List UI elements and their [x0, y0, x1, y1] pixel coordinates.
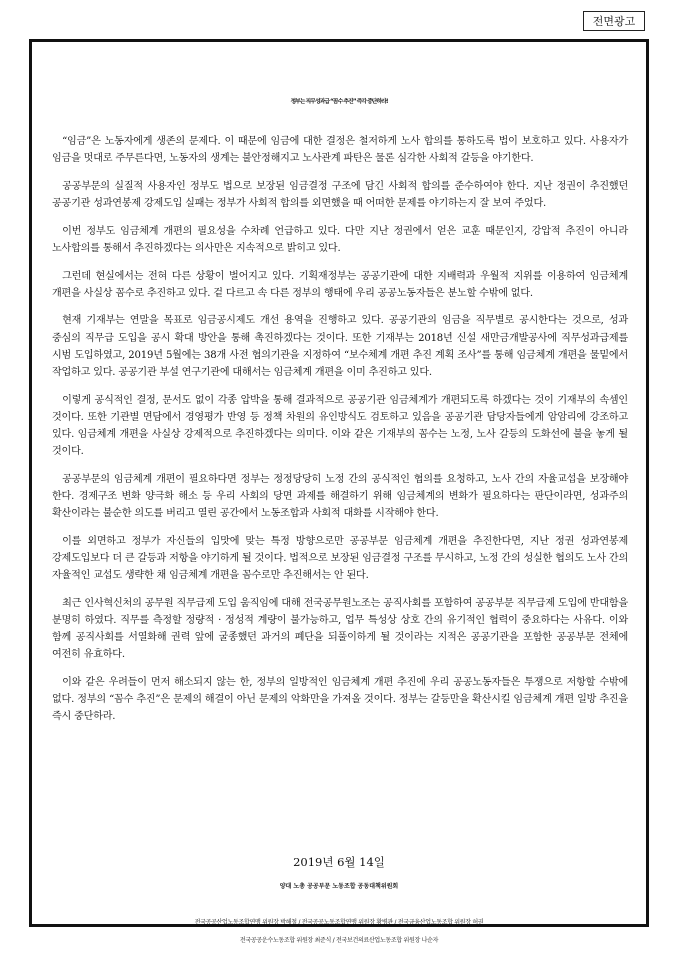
signatories-line-2: 전국공공운수노동조합 위원장 최준식 / 전국보건의료산업노동조합 위원장 나순자 [239, 937, 439, 944]
paragraph-7: 공공부문의 임금체계 개편이 필요하다면 정부는 정정당당히 노정 간의 공식적인 협의를 요청하고, 노사 간의 자율교섭을 보장해야 한다. 경제구조 변화 양극화 해소 등 우리 사회의 당면 과제를 해결하기 위해 임금체계의 변화가 필요하다는 판단이라면, 성과주의 확산이라는 불순한 의도를 버리고 열린 공간에서 노동조합과 사회적 대화를 시작해야 한다. [52, 473, 628, 520]
paragraph-2: 공공부문의 실질적 사용자인 정부도 법으로 보장된 임금결정 구조에 담긴 사회적 합의를 준수하여야 한다. 지난 정권이 추진했던 공공기관 성과연봉제 강제도입 실패는 정부가 사회적 합의를 외면했을 때 어떠한 문제를 야기하는지 잘 보여 주었다. [52, 180, 628, 210]
ad-label: 전면광고 [583, 11, 645, 31]
paragraph-6: 이렇게 공식적인 결정, 문서도 없이 각종 압박을 통해 결과적으로 공공기관 임금체계가 개편되도록 하겠다는 것이 기재부의 속셈인 것이다. 또한 기관별 면담에서 경영평가 반영 등 정책 차원의 유인방식도 검토하고 있음을 공공기관 담당자들에게 암암리에 강조하고 있다. 임금체계 개편을 사실상 강제적으로 추진하겠다는 의미다. 이와 같은 기재부의 꼼수는 노정, 노사 갈등의 도화선에 불을 놓게 될 것이다. [52, 394, 628, 458]
signatories-line-1: 전국공공산업노동조합연맹 위원장 박해철 / 전국공공노동조합연맹 위원장 황병관 / 전국금융산업노동조합 위원장 허권 [194, 919, 484, 926]
paragraph-3: 이번 정부도 임금체계 개편의 필요성을 수차례 언급하고 있다. 다만 지난 정권에서 얻은 교훈 때문인지, 강압적 추진이 아니라 노사합의를 통해서 추진하겠다는 의사만은 지속적으로 밝히고 있다. [52, 225, 628, 254]
page-title: 정부는 직무성과급 “꼼수 추진” 즉각 중단하라! [290, 99, 388, 105]
advertisement-frame [29, 39, 649, 944]
paragraph-5: 현재 기재부는 연말을 목표로 임금공시제도 개선 용역을 진행하고 있다. 공공기관의 임금을 직무별로 공시한다는 것으로, 성과 중심의 직무급 도입을 공시 확대 방안을 통해 촉진하겠다는 것이다. 또한 기재부는 2018년 신설 새만금개발공사에 직무성과급제를 시범 도입하였고, 2019년 5월에는 38개 사전 협의기관을 지정하여 “보수체계 개편 추진 계획 조사”를 통해 임금체계 개편을 물밑에서 작업하고 있다. 공공기관 부설 연구기관에 대해서는 임금체계 개편을 이미 추진하고 있다. [52, 315, 628, 378]
paragraph-10: 이와 같은 우려들이 먼저 해소되지 않는 한, 정부의 일방적인 임금체계 개편 추진에 우리 공공노동자들은 투쟁으로 저항할 수밖에 없다. 정부의 “꼼수 추진”은 문제의 해결이 아닌 문제의 악화만을 가져올 것이다. 정부는 갈등만을 확산시킬 임금체계 개편 일방 추진을 즉시 중단하라. [52, 676, 628, 723]
issuing-organization: 양대 노총 공공부문 노동조합 공동대책위원회 [279, 883, 399, 890]
paragraph-1: “임금”은 노동자에게 생존의 문제다. 이 때문에 임금에 대한 결정은 철저하게 노사 합의를 통하도록 법이 보호하고 있다. 사용자가 임금을 멋대로 주무른다면, 노동자의 생계는 불안정해지고 노사관계 파탄은 물론 심각한 사회적 갈등을 야기한다. [52, 136, 628, 165]
paragraph-4: 그런데 현실에서는 전혀 다른 상황이 벌어지고 있다. 기획재정부는 공공기관에 대한 지배력과 우월적 지위를 이용하여 임금체계 개편을 사실상 꼼수로 추진하고 있다. 겉 다르고 속 다른 정부의 행태에 우리 공공노동자들은 분노할 수밖에 없다. [52, 270, 628, 299]
statement-date: 2019년 6월 14일 [293, 855, 385, 869]
statement-body [52, 133, 628, 736]
paragraph-9: 최근 인사혁신처의 공무원 직무급제 도입 움직임에 대해 전국공무원노조는 공직사회를 포함하여 공공부문 직무급제 도입에 반대함을 분명히 하였다. 직무를 측정할 정량적 · 정성적 계량이 불가능하고, 업무 특성상 상호 간의 유기적인 협력이 중요하다는 사유다. 이와 함께 공직사회를 서열화해 권력 앞에 굴종했던 과거의 폐단을 되풀이하게 될 것이라는 지적은 공공기관을 포함한 공공부문 전체에 여전히 유효하다. [52, 597, 628, 661]
paragraph-8: 이를 외면하고 정부가 자신들의 입맛에 맞는 특정 방향으로만 공공부문 임금체계 개편을 추진한다면, 지난 정권 성과연봉제 강제도입보다 더 큰 갈등과 저항을 야기하게 될 것이다. 법적으로 보장된 임금결정 구조를 무시하고, 노정 간의 성실한 협의도 노사 간의 자율적인 교섭도 생략한 채 임금체계 개편을 꼼수로만 추진해서는 안 된다. [52, 535, 628, 582]
